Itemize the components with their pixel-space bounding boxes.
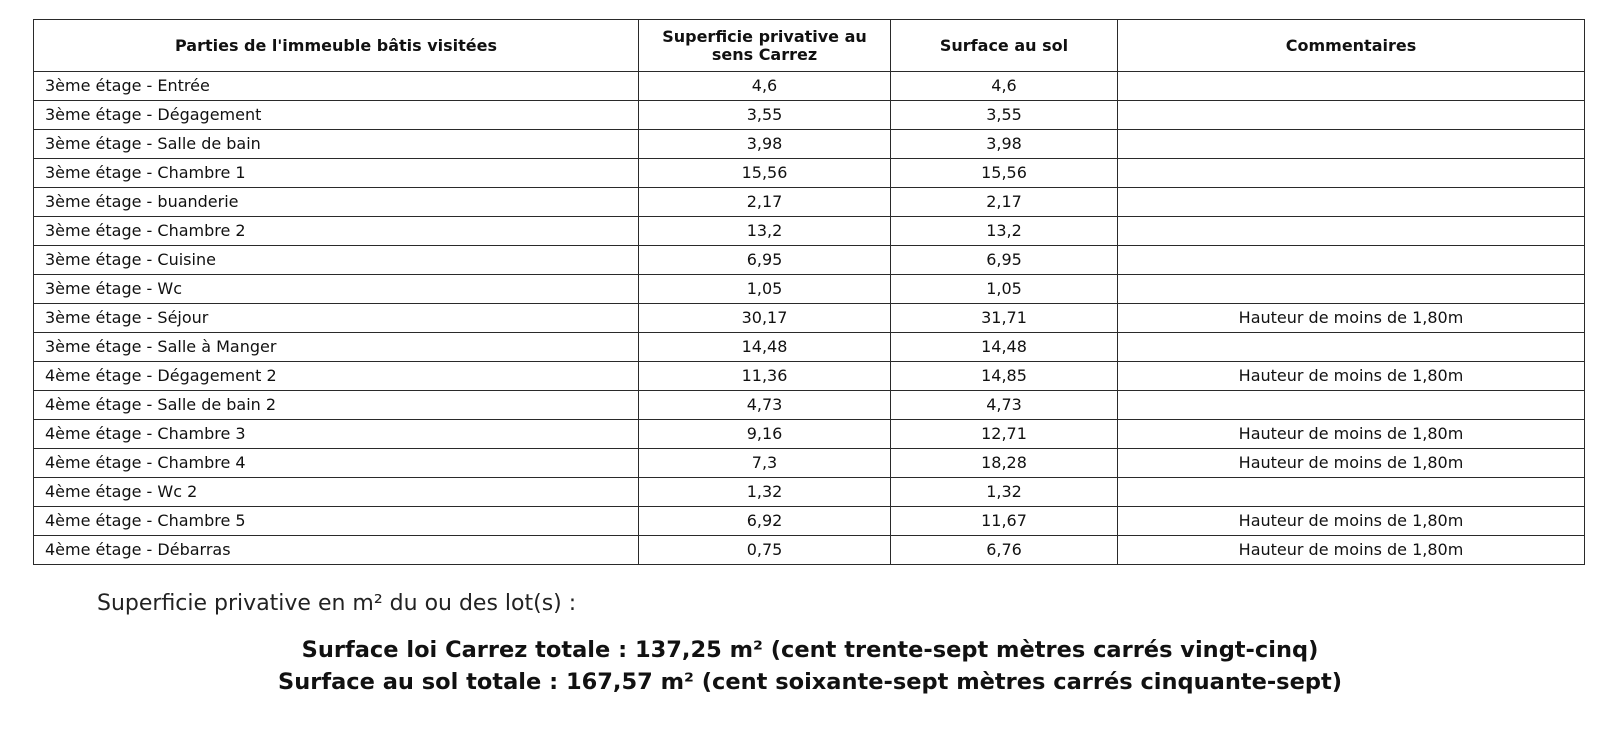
cell-commentaire: [1118, 188, 1585, 217]
header-carrez: Superficie privative au sens Carrez: [639, 20, 891, 72]
cell-carrez: 6,95: [639, 246, 891, 275]
cell-part: 4ème étage - Chambre 3: [34, 420, 639, 449]
header-row: [34, 20, 1585, 72]
cell-commentaire: [1118, 275, 1585, 304]
table-row: [34, 72, 1585, 101]
cell-surface-sol: 15,56: [891, 159, 1118, 188]
cell-commentaire: [1118, 391, 1585, 420]
cell-carrez: 11,36: [639, 362, 891, 391]
cell-surface-sol: 3,98: [891, 130, 1118, 159]
table-row: [34, 130, 1585, 159]
cell-carrez: 4,73: [639, 391, 891, 420]
cell-carrez: 0,75: [639, 536, 891, 565]
cell-commentaire: [1118, 478, 1585, 507]
cell-carrez: 14,48: [639, 333, 891, 362]
cell-commentaire: [1118, 130, 1585, 159]
cell-part: 4ème étage - Wc 2: [34, 478, 639, 507]
cell-part: 4ème étage - Dégagement 2: [34, 362, 639, 391]
cell-part: 3ème étage - Wc: [34, 275, 639, 304]
cell-surface-sol: 2,17: [891, 188, 1118, 217]
cell-surface-sol: 4,73: [891, 391, 1118, 420]
cell-commentaire: [1118, 159, 1585, 188]
cell-commentaire: Hauteur de moins de 1,80m: [1118, 449, 1585, 478]
sol-total: Surface au sol totale : 167,57 m² (cent soixante-sept mètres carrés cinquante-sept): [278, 669, 1342, 695]
table-row: [34, 391, 1585, 420]
table-row: [34, 420, 1585, 449]
cell-surface-sol: 6,95: [891, 246, 1118, 275]
cell-carrez: 1,32: [639, 478, 891, 507]
table-row: [34, 304, 1585, 333]
surfaces-table: [33, 19, 1585, 565]
cell-carrez: 3,55: [639, 101, 891, 130]
cell-commentaire: [1118, 101, 1585, 130]
cell-carrez: 9,16: [639, 420, 891, 449]
table-body: [34, 72, 1585, 565]
cell-commentaire: Hauteur de moins de 1,80m: [1118, 536, 1585, 565]
carrez-total: Surface loi Carrez totale : 137,25 m² (cent trente-sept mètres carrés vingt-cinq): [301, 637, 1319, 663]
cell-commentaire: [1118, 246, 1585, 275]
header-surface-sol: Surface au sol: [891, 20, 1118, 72]
cell-surface-sol: 3,55: [891, 101, 1118, 130]
table-row: [34, 217, 1585, 246]
table-row: [34, 362, 1585, 391]
table-row: [34, 188, 1585, 217]
cell-part: 3ème étage - Séjour: [34, 304, 639, 333]
cell-surface-sol: 1,05: [891, 275, 1118, 304]
table-row: [34, 449, 1585, 478]
header-commentaires: Commentaires: [1118, 20, 1585, 72]
cell-part: 4ème étage - Salle de bain 2: [34, 391, 639, 420]
cell-carrez: 1,05: [639, 275, 891, 304]
table-row: [34, 478, 1585, 507]
header-parts: Parties de l'immeuble bâtis visitées: [34, 20, 639, 72]
cell-commentaire: Hauteur de moins de 1,80m: [1118, 304, 1585, 333]
cell-surface-sol: 1,32: [891, 478, 1118, 507]
cell-part: 3ème étage - Chambre 2: [34, 217, 639, 246]
table-row: [34, 507, 1585, 536]
cell-commentaire: Hauteur de moins de 1,80m: [1118, 420, 1585, 449]
cell-commentaire: Hauteur de moins de 1,80m: [1118, 362, 1585, 391]
cell-surface-sol: 14,85: [891, 362, 1118, 391]
cell-carrez: 15,56: [639, 159, 891, 188]
table-row: [34, 275, 1585, 304]
cell-surface-sol: 4,6: [891, 72, 1118, 101]
cell-part: 4ème étage - Chambre 4: [34, 449, 639, 478]
table-header: [34, 20, 1585, 72]
cell-part: 3ème étage - buanderie: [34, 188, 639, 217]
cell-carrez: 2,17: [639, 188, 891, 217]
cell-part: 3ème étage - Entrée: [34, 72, 639, 101]
cell-carrez: 6,92: [639, 507, 891, 536]
cell-carrez: 13,2: [639, 217, 891, 246]
cell-carrez: 4,6: [639, 72, 891, 101]
cell-commentaire: [1118, 72, 1585, 101]
cell-part: 3ème étage - Salle à Manger: [34, 333, 639, 362]
cell-surface-sol: 13,2: [891, 217, 1118, 246]
cell-part: 4ème étage - Débarras: [34, 536, 639, 565]
cell-surface-sol: 14,48: [891, 333, 1118, 362]
summary-label: Superficie privative en m² du ou des lot(s) :: [97, 591, 577, 616]
table-row: [34, 101, 1585, 130]
cell-part: 3ème étage - Dégagement: [34, 101, 639, 130]
cell-surface-sol: 11,67: [891, 507, 1118, 536]
cell-part: 4ème étage - Chambre 5: [34, 507, 639, 536]
cell-carrez: 7,3: [639, 449, 891, 478]
cell-commentaire: Hauteur de moins de 1,80m: [1118, 507, 1585, 536]
cell-part: 3ème étage - Salle de bain: [34, 130, 639, 159]
cell-carrez: 3,98: [639, 130, 891, 159]
cell-surface-sol: 6,76: [891, 536, 1118, 565]
table-row: [34, 246, 1585, 275]
cell-surface-sol: 18,28: [891, 449, 1118, 478]
cell-surface-sol: 12,71: [891, 420, 1118, 449]
cell-commentaire: [1118, 333, 1585, 362]
cell-surface-sol: 31,71: [891, 304, 1118, 333]
cell-commentaire: [1118, 217, 1585, 246]
cell-part: 3ème étage - Cuisine: [34, 246, 639, 275]
table-row: [34, 333, 1585, 362]
table-row: [34, 536, 1585, 565]
cell-carrez: 30,17: [639, 304, 891, 333]
table-row: [34, 159, 1585, 188]
cell-part: 3ème étage - Chambre 1: [34, 159, 639, 188]
